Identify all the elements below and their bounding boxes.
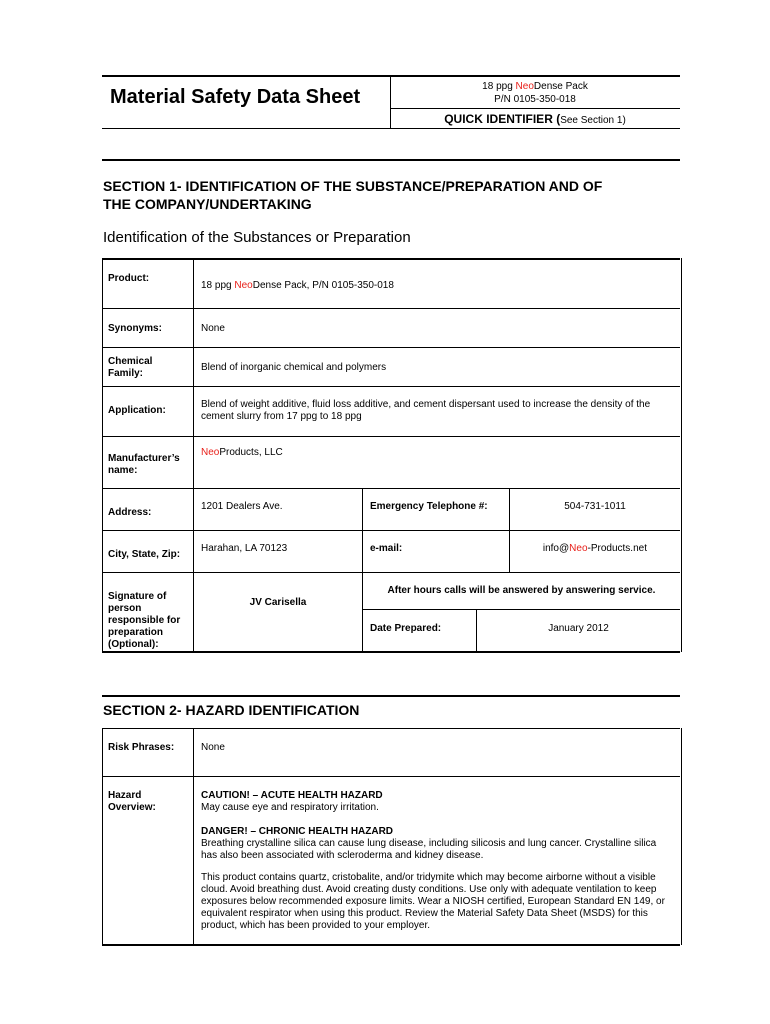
emergency-phone: 504-731-1011 — [564, 501, 626, 512]
header-part-number: P/N 0105-350-018 — [494, 94, 576, 105]
product-value — [201, 280, 394, 292]
signature-label-line2: person — [108, 603, 142, 614]
brand-neo: Neo — [569, 543, 588, 554]
product-prefix: 18 ppg — [482, 81, 516, 92]
quartz-text-line4: equivalent respirator when using this product. Review the Material Safety Data Sheet (MSDS) for this — [201, 908, 648, 919]
manufacturer-label-line2: name: — [108, 465, 138, 476]
id-table-top — [102, 258, 680, 260]
row-line — [102, 572, 680, 573]
hazard-overview-label-line2: Overview: — [108, 802, 156, 813]
chemical-family-label-line2: Family: — [108, 368, 144, 379]
section1-title — [103, 177, 683, 213]
row-line — [102, 308, 680, 309]
email-label: e-mail: — [370, 543, 403, 554]
manufacturer-label — [108, 453, 180, 477]
signature-label-line4: preparation — [108, 627, 164, 638]
synonyms-label: Synonyms: — [108, 323, 162, 334]
brand-neo: Neo — [515, 81, 534, 92]
brand-neo: Neo — [234, 280, 253, 291]
synonyms-value: None — [201, 323, 225, 334]
email-suffix: -Products.net — [587, 543, 647, 554]
after-hours-note: After hours calls will be answered by answering service. — [387, 585, 656, 596]
signature-label — [108, 591, 180, 651]
application-value — [201, 399, 671, 423]
section1-title-line2: THE COMPANY/UNDERTAKING — [103, 196, 312, 212]
quick-identifier-note: See Section 1) — [560, 115, 626, 126]
application-label: Application: — [108, 405, 166, 416]
header-bottom-rule — [102, 128, 680, 129]
signature-label-line1: Signature of — [108, 591, 167, 602]
row-line — [102, 488, 680, 489]
brand-neo: Neo — [201, 447, 220, 458]
email-prefix: info@ — [542, 543, 570, 554]
danger-text-line2: has also been associated with scleroderma and kidney disease. — [201, 850, 484, 861]
hazard-overview-label — [108, 790, 156, 814]
row-line — [102, 776, 680, 777]
chemical-family-label-line1: Chemical — [108, 356, 153, 367]
manufacturer-name: Products, LLC — [219, 447, 283, 458]
hazard-overview-label-line1: Hazard — [108, 790, 142, 801]
quick-identifier — [390, 112, 680, 126]
section1-subheading: Identification of the Substances or Preparation — [103, 229, 411, 246]
hazard-overview-text — [201, 790, 677, 932]
product-value-prefix: 18 ppg — [201, 280, 235, 291]
caution-text: May cause eye and respiratory irritation. — [201, 802, 379, 813]
chemical-family-value: Blend of inorganic chemical and polymers — [201, 362, 387, 373]
signature-label-line3: responsible for — [108, 615, 181, 626]
address-value: 1201 Dealers Ave. — [201, 501, 283, 512]
risk-phrases-label: Risk Phrases: — [108, 742, 175, 753]
quartz-text-line5: product, which has been provided to your employer. — [201, 920, 431, 931]
product-suffix: Dense Pack — [533, 81, 588, 92]
row-line — [102, 530, 680, 531]
signature-value: JV Carisella — [249, 597, 307, 608]
section1-top-rule — [102, 159, 680, 161]
product-value-suffix: Dense Pack, P/N 0105-350-018 — [252, 280, 394, 291]
hazard-table-label-divider — [193, 728, 194, 945]
header-mid-rule — [390, 108, 680, 109]
row-line — [102, 347, 680, 348]
caution-heading: CAUTION! – ACUTE HEALTH HAZARD — [201, 790, 383, 801]
section2-title: SECTION 2- HAZARD IDENTIFICATION — [103, 702, 360, 718]
email-value[interactable] — [510, 543, 647, 555]
emergency-label: Emergency Telephone #: — [370, 501, 488, 512]
quick-identifier-label: QUICK IDENTIFIER ( — [444, 112, 561, 126]
risk-phrases-value: None — [201, 742, 225, 753]
quartz-text-line3: exposures below recommended exposure limits. Wear a NIOSH certified, European Standard EN 149, or — [201, 896, 665, 907]
hazard-table-bottom — [102, 944, 680, 946]
manufacturer-label-line1: Manufacturer’s — [108, 453, 180, 464]
id-table-label-divider — [193, 259, 194, 652]
section2-top-rule — [102, 695, 680, 697]
product-label: Product: — [108, 273, 150, 284]
date-prepared-label: Date Prepared: — [370, 623, 442, 634]
manufacturer-value — [201, 447, 283, 459]
id-table-bottom — [102, 651, 680, 653]
header-top-rule — [102, 75, 680, 77]
quartz-text-line1: This product contains quartz, cristobalite, and/or tridymite which may become airborne without a visible — [201, 872, 656, 883]
signature-label-line5: (Optional): — [108, 639, 159, 650]
application-value-line2: cement slurry from 17 ppg to 18 ppg — [201, 411, 362, 422]
quartz-text-line2: cloud. Avoid breathing dust. Avoid creating dusty conditions. Use only with adequate ventilation to keep — [201, 884, 657, 895]
danger-text-line1: Breathing crystalline silica can cause lung disease, including silicosis and lung cancer. Crystalline silica — [201, 838, 657, 849]
hazard-table-top — [102, 728, 680, 729]
row-line — [102, 386, 680, 387]
application-value-line1: Blend of weight additive, fluid loss additive, and cement dispersant used to increase the density of the — [201, 399, 651, 410]
danger-heading: DANGER! – CHRONIC HEALTH HAZARD — [201, 826, 394, 837]
date-prepared-value: January 2012 — [548, 623, 609, 634]
chemical-family-label — [108, 356, 152, 380]
col-divider — [362, 488, 363, 652]
section1-title-line1: SECTION 1- IDENTIFICATION OF THE SUBSTANCE/PREPARATION AND OF — [103, 178, 603, 194]
header-product-info — [390, 80, 680, 106]
row-line — [362, 609, 680, 610]
address-label: Address: — [108, 507, 152, 518]
city-label: City, State, Zip: — [108, 549, 181, 560]
city-value: Harahan, LA 70123 — [201, 543, 288, 554]
header-product-name — [390, 80, 680, 93]
document-title: Material Safety Data Sheet — [110, 86, 361, 108]
row-line — [102, 436, 680, 437]
